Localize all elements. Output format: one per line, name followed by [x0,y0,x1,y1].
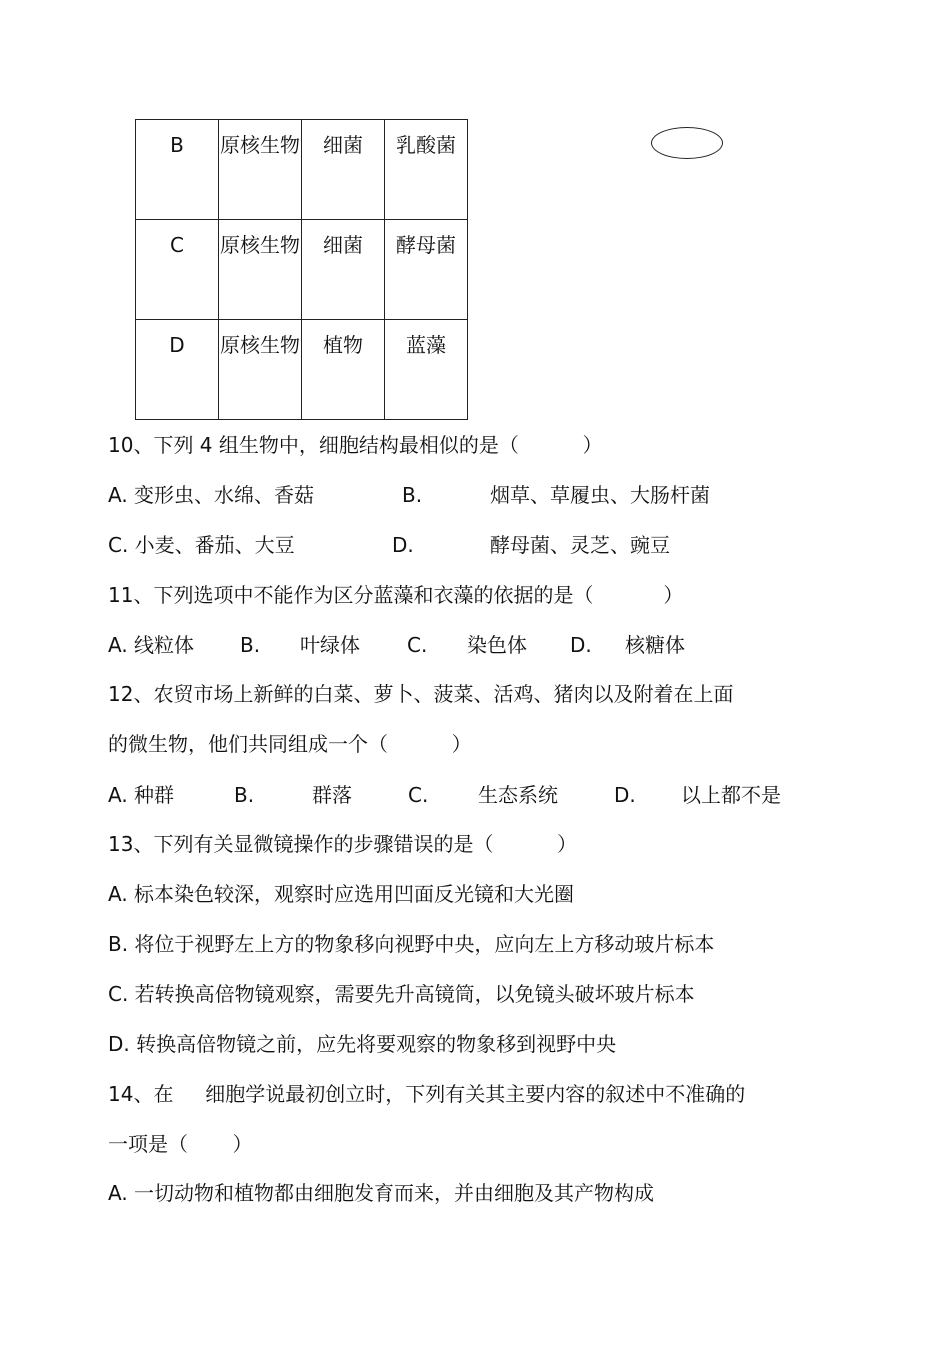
q13-stem: 13、下列有关显微镜操作的步骤错误的是（ ） [108,832,578,856]
q12-option-d-text: 以上都不是 [681,783,781,807]
q10-option-b-text: 烟草、草履虫、大肠杆菌 [490,483,710,507]
q12-option-d-label: D. [614,783,636,807]
q12-stem-line2: 的微生物，他们共同组成一个（ ） [108,732,472,756]
q14-stem-line2: 一项是（ ） [108,1132,253,1156]
group-cell: 细菌 [302,120,385,220]
q12-stem-line1: 12、农贸市场上新鲜的白菜、萝卜、菠菜、活鸡、猪肉以及附着在上面 [108,682,734,706]
category-cell: 原核生物 [219,120,302,220]
options-table [135,119,468,420]
q11-option-c-text: 染色体 [467,633,527,657]
q11-option-d-label: D. [570,633,592,657]
category-cell: 原核生物 [219,220,302,320]
table-row [136,220,468,320]
q10-option-d-label: D. [392,533,414,557]
q10-option-d-text: 酵母菌、灵芝、豌豆 [490,533,670,557]
option-letter: C [136,220,219,320]
q11-stem: 11、下列选项中不能作为区分蓝藻和衣藻的依据的是（ ） [108,583,684,607]
q11-option-a: A. 线粒体 [108,633,195,657]
q13-option-c: C. 若转换高倍物镜观察，需要先升高镜筒，以免镜头破坏玻片标本 [108,982,695,1006]
q14-stem-line1: 14、在 细胞学说最初创立时，下列有关其主要内容的叙述中不准确的 [108,1082,746,1106]
option-letter: B [136,120,219,220]
q12-option-c-label: C. [408,783,429,807]
q14-option-a: A. 一切动物和植物都由细胞发育而来，并由细胞及其产物构成 [108,1181,655,1205]
q12-option-b-label: B. [234,783,255,807]
q11-option-c-label: C. [407,633,428,657]
group-cell: 细菌 [302,220,385,320]
q12-option-c-text: 生态系统 [478,783,558,807]
example-cell: 酵母菌 [385,220,468,320]
q13-option-d: D. 转换高倍物镜之前，应先将要观察的物象移到视野中央 [108,1032,617,1056]
table-row [136,120,468,220]
example-cell: 蓝藻 [385,320,468,420]
q11-option-b-label: B. [240,633,261,657]
q10-option-a: A. 变形虫、水绵、香菇 [108,483,315,507]
q12-option-a: A. 种群 [108,783,175,807]
q13-option-a: A. 标本染色较深，观察时应选用凹面反光镜和大光圈 [108,882,575,906]
table-row [136,320,468,420]
q10-option-b-label: B. [402,483,423,507]
option-letter: D [136,320,219,420]
q11-option-b-text: 叶绿体 [300,633,360,657]
q13-option-b: B. 将位于视野左上方的物象移向视野中央，应向左上方移动玻片标本 [108,932,715,956]
q12-option-b-text: 群落 [312,783,352,807]
q10-option-c: C. 小麦、番茄、大豆 [108,533,295,557]
q11-option-d-text: 核糖体 [625,633,685,657]
group-cell: 植物 [302,320,385,420]
example-cell: 乳酸菌 [385,120,468,220]
q10-stem: 10、下列 4 组生物中，细胞结构最相似的是（ ） [108,433,603,457]
category-cell: 原核生物 [219,320,302,420]
oval-shape [651,127,723,159]
